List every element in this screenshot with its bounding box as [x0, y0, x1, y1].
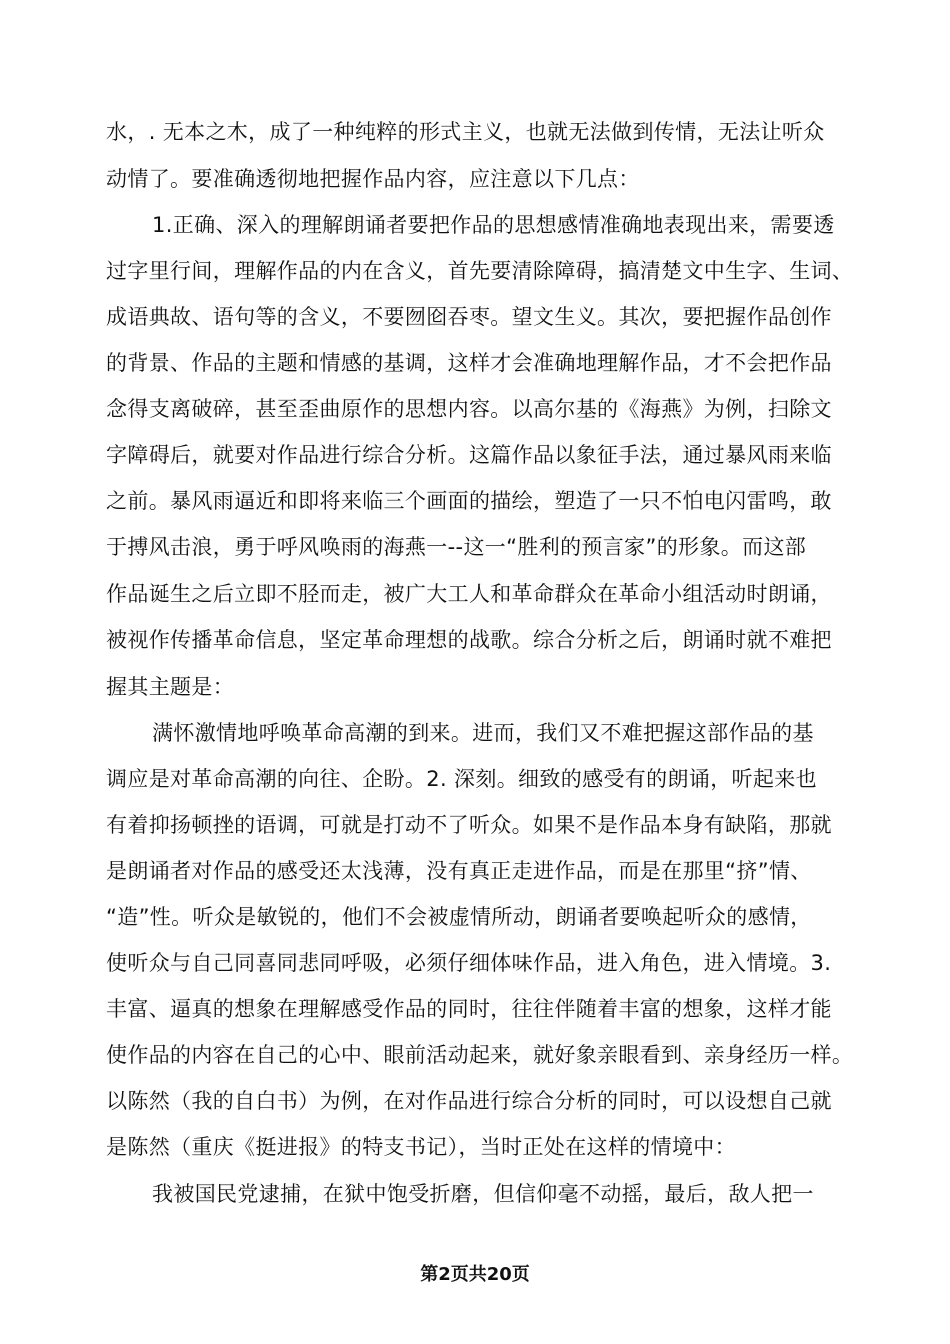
paragraph-line: 字障碍后，就要对作品进行综合分析。这篇作品以象征手法，通过暴风雨来临: [106, 443, 832, 467]
page-number-footer: 第2页共20页: [420, 1264, 530, 1285]
paragraph-line: 1.正确、深入的理解朗诵者要把作品的思想感情准确地表现出来，需要透: [152, 213, 835, 237]
paragraph-line: “造”性。听众是敏锐的，他们不会被虚情所动，朗诵者要唤起听众的感情，: [106, 905, 812, 929]
paragraph-line: 是朗诵者对作品的感受还太浅薄，没有真正走进作品，而是在那里“挤”情、: [106, 859, 812, 883]
paragraph-line: 使作品的内容在自己的心中、眼前活动起来，就好象亲眼看到、亲身经历一样。: [106, 1043, 854, 1067]
paragraph-line: 丰富、逼真的想象在理解感受作品的同时，往往伴随着丰富的想象，这样才能: [106, 997, 832, 1021]
paragraph-line: 动情了。要准确透彻地把握作品内容，应注意以下几点：: [106, 167, 640, 191]
paragraph-line: 成语典故、语句等的含义，不要囫囵吞枣。望文生义。其次，要把握作品创作: [106, 305, 832, 329]
paragraph-line: 我被国民党逮捕，在狱中饱受折磨，但信仰毫不动摇，最后，敌人把一: [152, 1182, 814, 1206]
paragraph-line: 水，. 无本之木，成了一种纯粹的形式主义，也就无法做到传情，无法让听众: [106, 120, 825, 144]
paragraph-line: 的背景、作品的主题和情感的基调，这样才会准确地理解作品，才不会把作品: [106, 351, 832, 375]
paragraph-line: 使听众与自己同喜同悲同呼吸，必须仔细体味作品，进入角色，进入情境。3.: [106, 951, 832, 975]
paragraph-line: 念得支离破碎，甚至歪曲原作的思想内容。以高尔基的《海燕》为例，扫除文: [106, 397, 832, 421]
paragraph-line: 之前。暴风雨逼近和即将来临三个画面的描绘，塑造了一只不怕电闪雷鸣，敢: [106, 489, 832, 513]
paragraph-line: 过字里行间，理解作品的内在含义，首先要清除障碍，搞清楚文中生字、生词、: [106, 259, 854, 283]
paragraph-line: 于搏风击浪，勇于呼风唤雨的海燕一--这一“胜利的预言家”的形象。而这部: [106, 535, 807, 559]
paragraph-line: 以陈然（我的自白书）为例，在对作品进行综合分析的同时，可以设想自己就: [106, 1089, 832, 1113]
paragraph-line: 握其主题是：: [106, 675, 235, 699]
paragraph-line: 调应是对革命高潮的向往、企盼。2. 深刻。细致的感受有的朗诵，听起来也: [106, 767, 817, 791]
paragraph-line: 作品诞生之后立即不胫而走，被广大工人和革命群众在革命小组活动时朗诵，: [106, 582, 832, 606]
paragraph-line: 被视作传播革命信息，坚定革命理想的战歌。综合分析之后，朗诵时就不难把: [106, 628, 832, 652]
paragraph-line: 有着抑扬顿挫的语调，可就是打动不了听众。如果不是作品本身有缺陷，那就: [106, 813, 832, 837]
paragraph-line: 满怀激情地呼唤革命高潮的到来。进而，我们又不难把握这部作品的基: [152, 721, 814, 745]
paragraph-line: 是陈然（重庆《挺进报》的特支书记），当时正处在这样的情境中：: [106, 1135, 736, 1159]
